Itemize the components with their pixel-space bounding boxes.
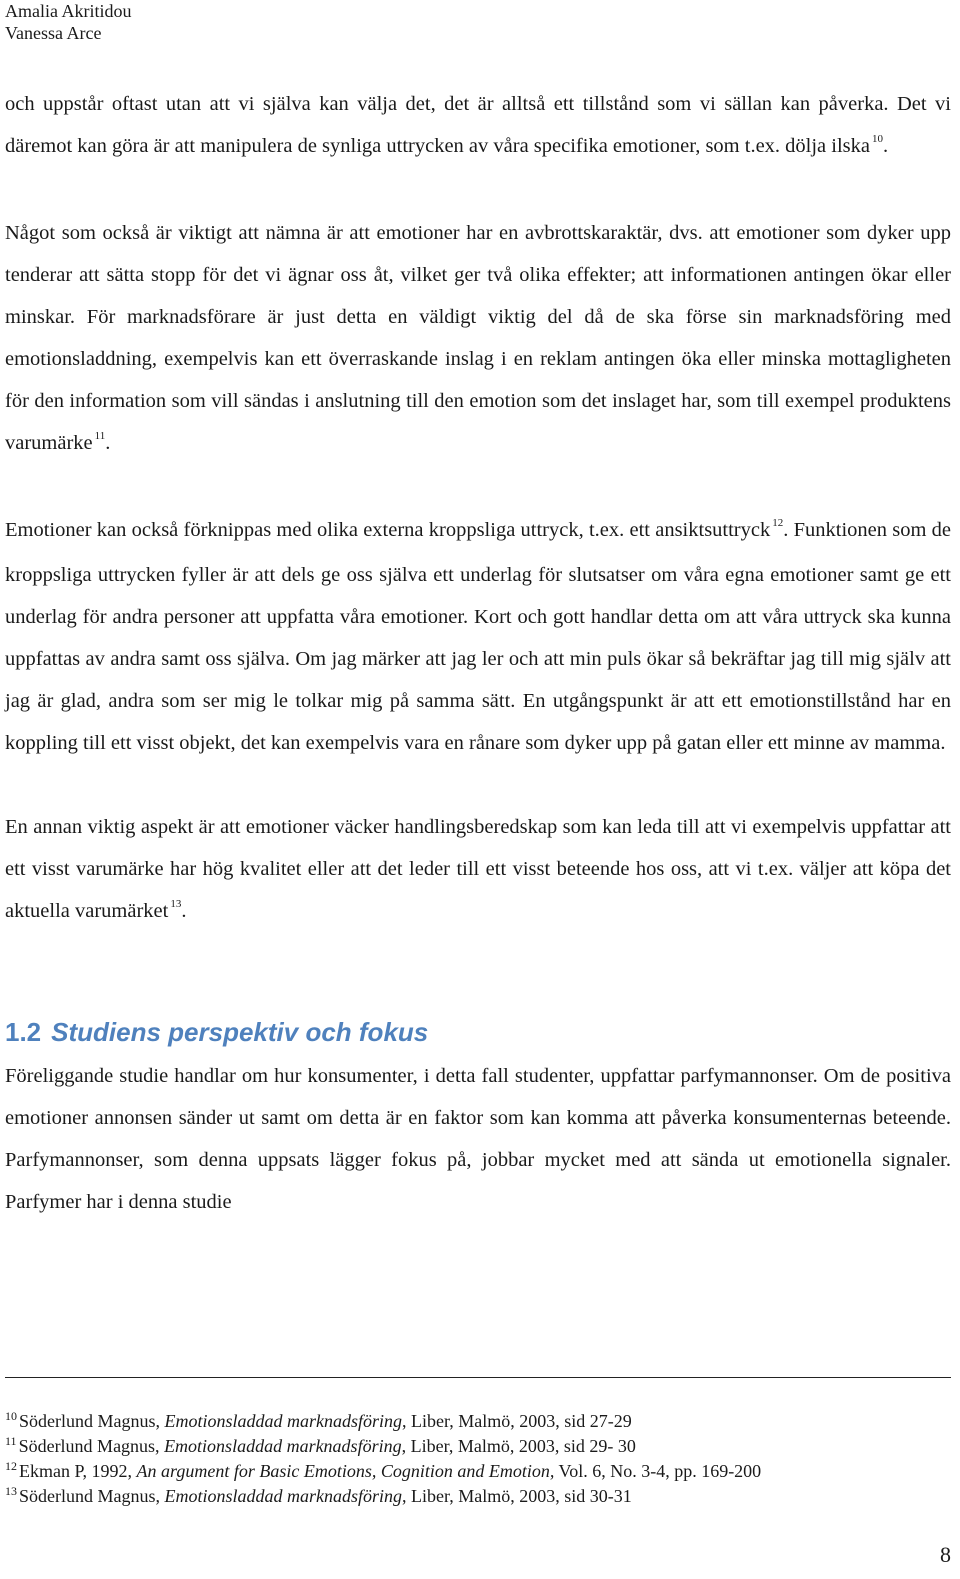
- footnote-number: 11: [5, 1434, 17, 1448]
- footnote-number: 10: [5, 1409, 17, 1423]
- paragraph-text: .: [105, 432, 111, 454]
- footnote-text: , Liber, Malmö, 2003, sid 29- 30: [401, 1436, 636, 1456]
- footnote: [5, 1485, 761, 1510]
- footnote-text: Vol. 6, No. 3-4, pp. 169-200: [554, 1461, 762, 1481]
- footnote-text: , Liber, Malmö, 2003, sid 27-29: [402, 1411, 632, 1431]
- section-heading: [5, 1017, 951, 1047]
- footnote-title: Emotionsladdad marknadsföring: [164, 1486, 403, 1506]
- author-name: Amalia Akritidou: [5, 1, 132, 21]
- footnote-title: Emotionsladdad marknadsföring: [164, 1411, 403, 1431]
- paragraph: [5, 806, 951, 935]
- footnote-number: 13: [5, 1484, 17, 1498]
- footnote-number: 12: [5, 1459, 17, 1473]
- footnote-ref[interactable]: 11: [94, 430, 106, 442]
- paragraph-text: En annan viktig aspekt är att emotioner väcker handlingsberedskap som kan leda till att vi exempelvis uppfattar att ett visst varumärke har hög kvalitet eller att det leder till ett visst beteende hos oss, att vi t.ex. väljer att köpa det aktuella varumärket: [5, 816, 951, 922]
- paragraph: [5, 212, 951, 467]
- footnote-text: Ekman P, 1992,: [19, 1461, 137, 1481]
- footnote: [5, 1460, 761, 1485]
- footnote-text: , Liber, Malmö, 2003, sid 30-31: [402, 1486, 632, 1506]
- paragraph-text: . Funktionen som de kroppsliga uttrycken fyller är att dels ge oss själva ett underlag för slutsatser om våra egna emotioner samt ge ett underlag för andra personer att uppfatta våra emotioner. Kort och gott handlar detta om att våra uttryck ska kunna uppfattas av andra samt oss själva. Om jag märker att jag ler och att min puls ökar så bekräftar jag till mig själv att jag är glad, andra som ser mig le tolkar mig på samma sätt. En utgångspunkt är att ett emotionstillstånd har en koppling till ett visst objekt, det kan exempelvis vara en rånare som dyker upp på gatan eller ett minne av mamma.: [5, 519, 952, 754]
- paragraph-text: Något som också är viktigt att nämna är att emotioner har en avbrottskaraktär, dvs. att emotioner som dyker upp tenderar att sätta stopp för det vi ägnar oss åt, vilket ger två olika effekter; att informationen antingen ökar eller minskar. För marknadsförare är just detta en väldigt viktig del då de ska förse sin marknadsföring med emotionsladdning, exempelvis kan ett överraskande inslag i en reklam antingen öka eller minska mottagligheten för den information som vill sändas i anslutning till den emotion som det inslaget har, som till exempel produktens varumärke: [5, 222, 951, 454]
- paragraph: [5, 83, 951, 170]
- footnote-title: Emotionsladdad marknadsföring: [164, 1436, 402, 1456]
- paragraph-text: .: [181, 900, 187, 922]
- paragraph: [5, 1055, 951, 1223]
- footnote-title: An argument for Basic Emotions, Cognition and Emotion,: [136, 1461, 555, 1481]
- paragraph-text: och uppstår oftast utan att vi själva kan välja det, det är alltså ett tillstånd som vi sällan kan påverka. Det vi däremot kan göra är att manipulera de synliga uttrycken av våra specifika emotioner, som t.ex. dölja ilska: [5, 93, 951, 157]
- page-header: [5, 0, 131, 44]
- footnote: [5, 1435, 761, 1460]
- paragraph-text: Föreliggande studie handlar om hur konsumenter, i detta fall studenter, uppfattar parfymannonser. Om de positiva emotioner annonsen sänder ut samt om detta är en faktor som kan komma att påverka konsumenternas beteende. Parfymannonser, som denna uppsats lägger fokus på, jobbar mycket med att sända ut emotionella signaler. Parfymer har i denna studie: [5, 1065, 951, 1213]
- paragraph-text: .: [883, 135, 889, 157]
- body-text: [5, 83, 951, 1223]
- footnote-ref[interactable]: 13: [170, 898, 182, 910]
- page-number: 8: [940, 1542, 951, 1567]
- footnote-ref[interactable]: 12: [772, 517, 784, 529]
- footnote-divider: [5, 1377, 951, 1378]
- paragraph: [5, 509, 951, 764]
- paragraph-text: Emotioner kan också förknippas med olika externa kroppsliga uttryck, t.ex. ett ansiktsuttryck: [5, 519, 771, 541]
- section-title: Studiens perspektiv och fokus: [51, 1017, 429, 1047]
- footnote-ref[interactable]: 10: [872, 133, 884, 145]
- footnote-text: Söderlund Magnus,: [18, 1436, 165, 1456]
- footnotes: [5, 1410, 761, 1510]
- author-name: Vanessa Arce: [5, 23, 102, 43]
- section-number: 1.2: [5, 1017, 42, 1047]
- footnote: [5, 1410, 761, 1435]
- footnote-text: Söderlund Magnus,: [19, 1411, 165, 1431]
- footnote-text: Söderlund Magnus,: [19, 1486, 165, 1506]
